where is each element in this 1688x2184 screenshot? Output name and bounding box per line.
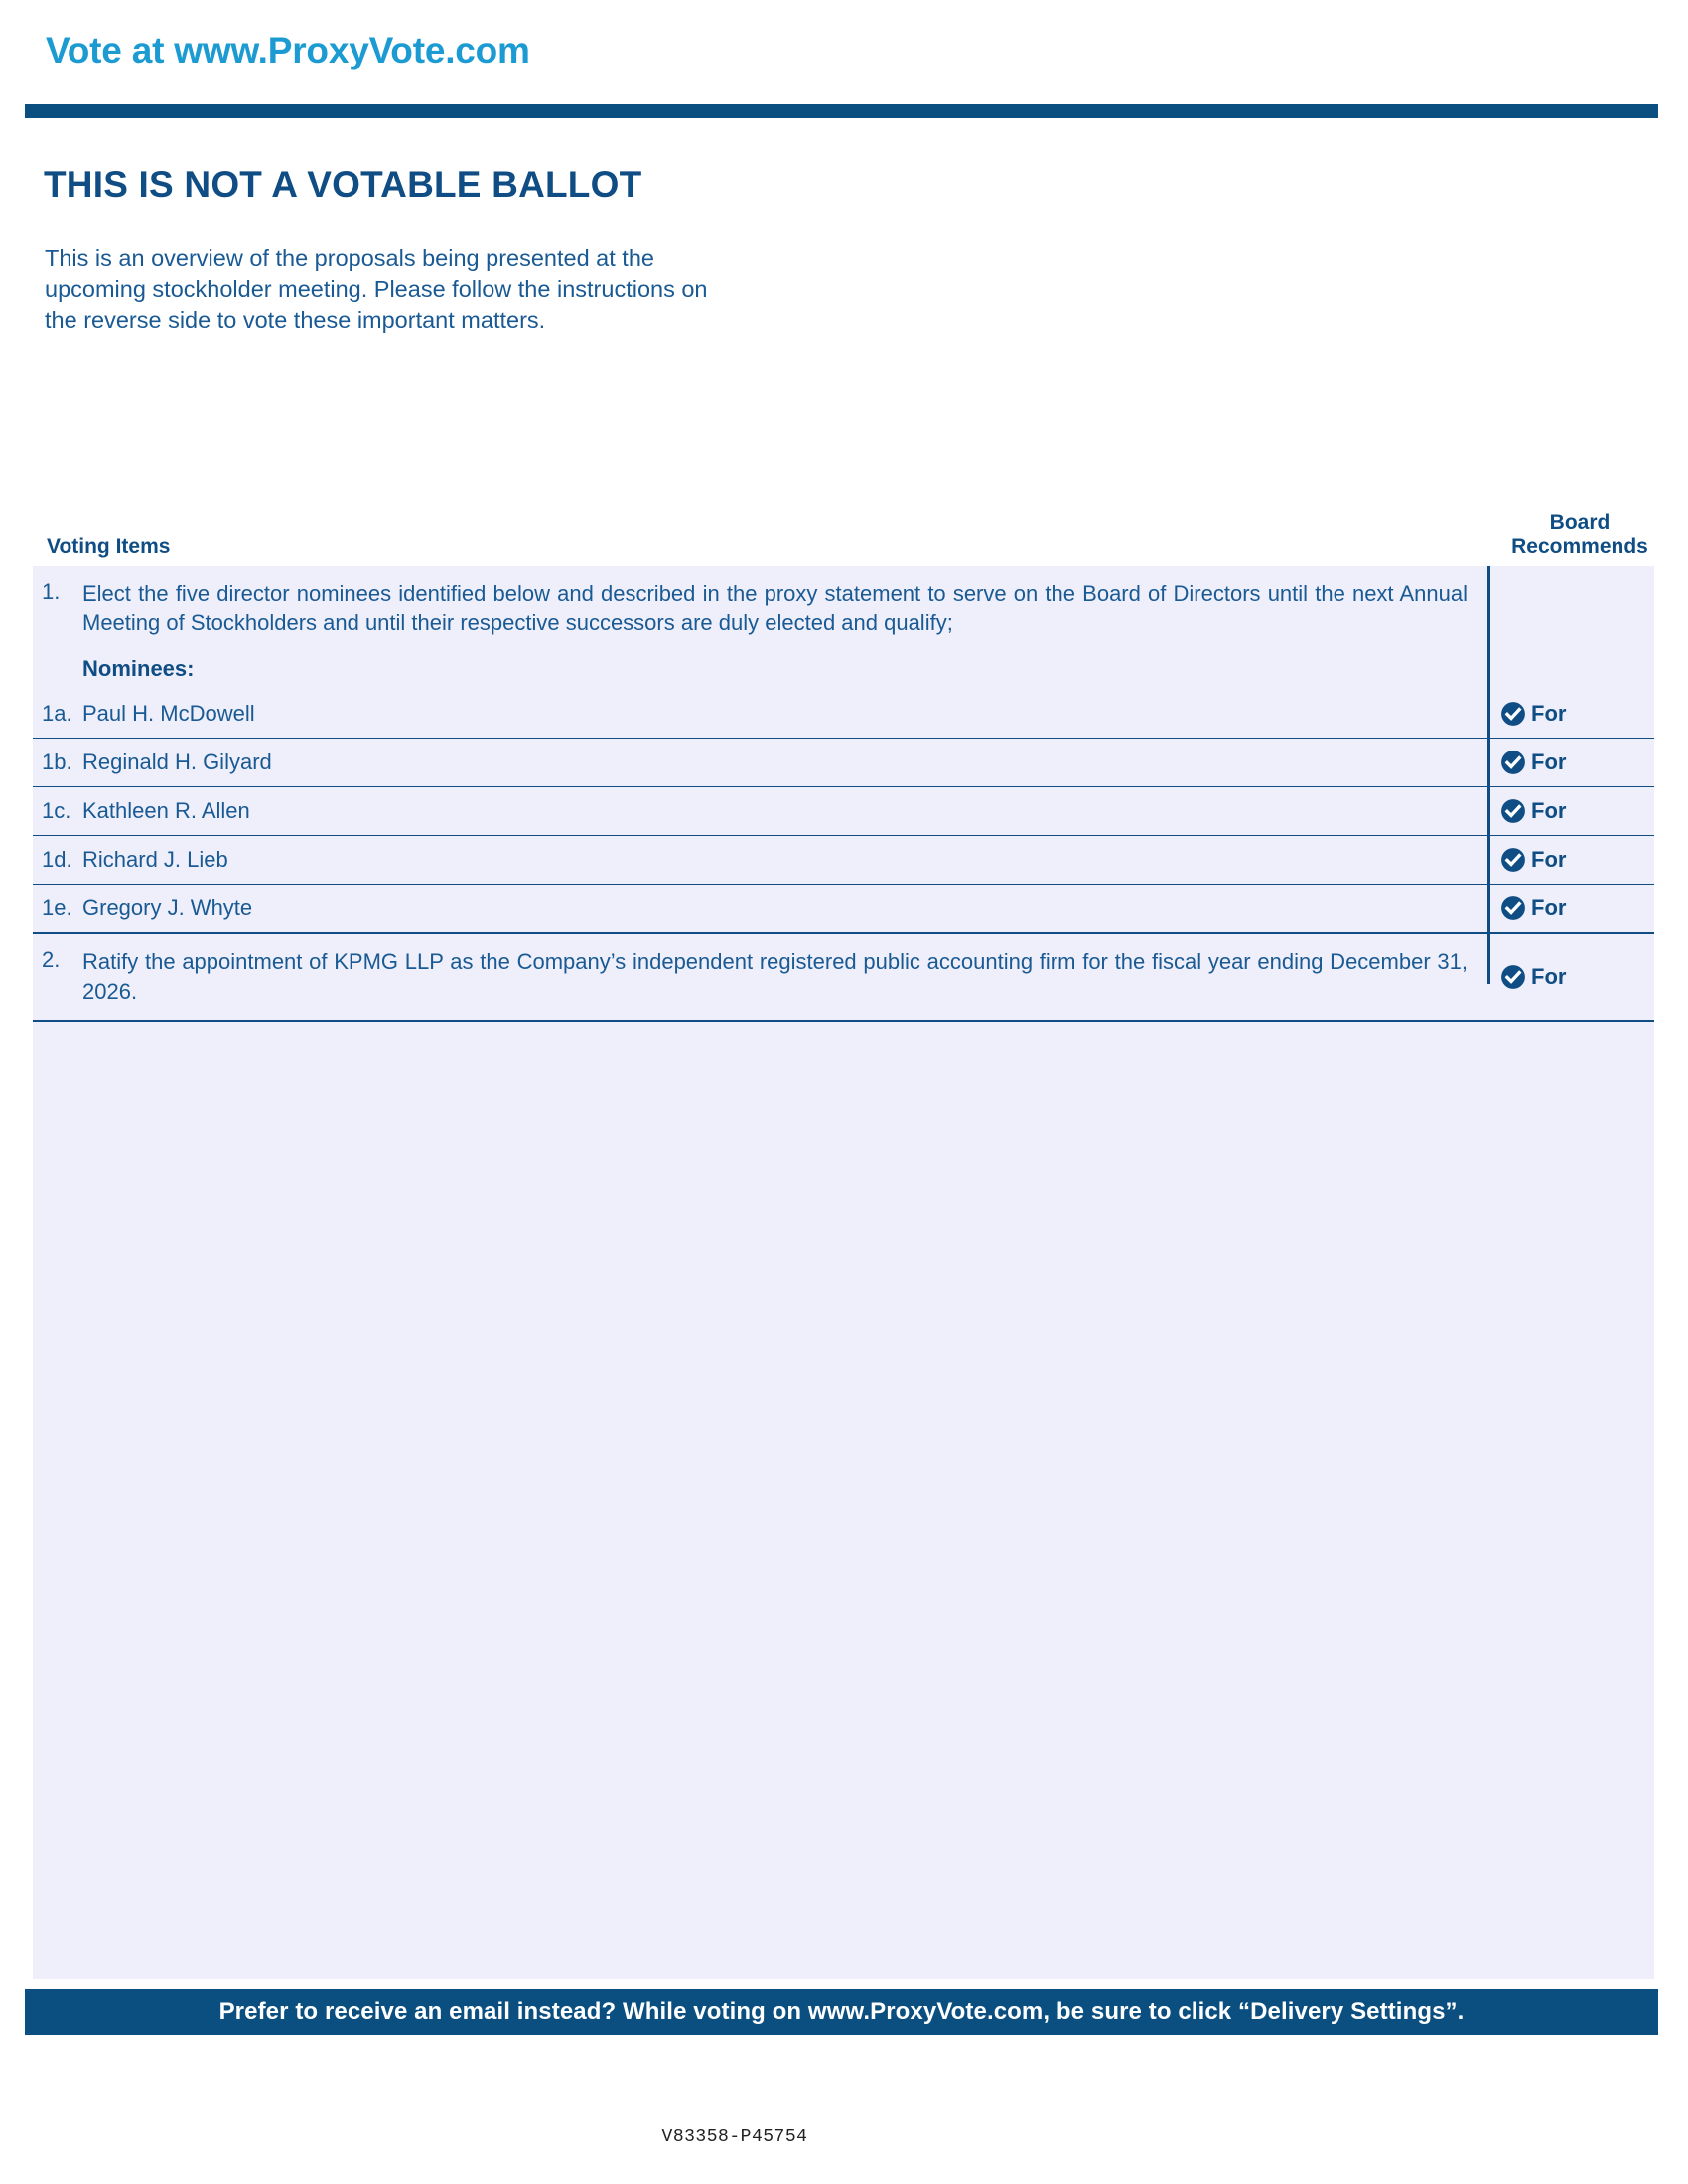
nominee-recommendation-label: For [1531,701,1567,726]
nominee-number: 1d. [42,847,72,872]
voting-items-table [33,566,1654,1022]
nominee-name: Kathleen R. Allen [82,798,250,823]
nominee-recommendation-cell [1487,798,1654,824]
board-recommends-column-header [1487,511,1672,559]
proposal-1-number: 1. [42,579,61,604]
nominee-recommendation-label: For [1531,895,1567,920]
board-recommends-line-2: Recommends [1511,535,1648,558]
table-row [33,739,1654,787]
voting-items-panel [33,566,1654,1979]
nominee-name: Paul H. McDowell [82,701,255,726]
nominees-label: Nominees: [82,656,195,681]
nominee-recommendation-cell [1487,847,1654,873]
proposal-2-recommendation-label: For [1531,964,1567,989]
nominee-number: 1a. [42,701,72,726]
nominee-number: 1e. [42,895,72,920]
nominee-recommendation-cell [1487,750,1654,775]
control-number: V83358-P45754 [661,2127,808,2147]
footer-message: Prefer to receive an email instead? While voting on www.ProxyVote.com, be sure to click “Delivery Settings”. [218,1998,1465,2025]
check-circle-icon [1500,964,1526,990]
proxyvote-url-heading: Vote at www.ProxyVote.com [46,30,530,70]
check-circle-icon [1500,895,1526,921]
nominee-number: 1c. [42,798,71,823]
check-circle-icon [1500,750,1526,775]
nominee-name: Richard J. Lieb [82,847,228,872]
table-row [33,885,1654,934]
proposal-2-recommendation-cell [1487,947,1654,1007]
intro-line-1: This is an overview of the proposals being presented at the [45,245,654,271]
nominee-recommendation-label: For [1531,798,1567,823]
board-recommends-line-1: Board [1549,511,1611,534]
check-circle-icon [1500,847,1526,873]
nominee-recommendation-cell [1487,895,1654,921]
nominee-recommendation-label: For [1531,847,1567,872]
intro-line-2: upcoming stockholder meeting. Please follow the instructions on [45,276,708,302]
proposal-1-text: Elect the five director nominees identified below and described in the proxy statement to serve on the Board of Directors until the next Annual Meeting of Stockholders and until their respective successors are duly elected and qualify; [82,581,1468,635]
voting-items-column-header: Voting Items [47,535,171,558]
proposal-2-text: Ratify the appointment of KPMG LLP as the Company’s independent registered public accounting firm for the fiscal year ending December 31, 2026. [82,949,1468,1004]
nominee-number: 1b. [42,750,72,774]
nominee-name: Reginald H. Gilyard [82,750,272,774]
nominee-recommendation-cell [1487,701,1654,727]
table-row [33,690,1654,739]
nominee-recommendation-label: For [1531,750,1567,774]
proposal-1-recommendation-cell [1487,579,1654,638]
table-row [33,787,1654,836]
table-row [33,836,1654,885]
nominee-name: Gregory J. Whyte [82,895,253,920]
delivery-settings-footer-banner [25,1989,1658,2035]
table-row-proposal-2 [33,934,1654,1022]
check-circle-icon [1500,798,1526,824]
intro-line-3: the reverse side to vote these important matters. [45,307,546,333]
proposal-2-number: 2. [42,947,61,972]
table-row-nominees-label [33,650,1654,690]
header-divider-rule [25,104,1658,118]
table-row-proposal-1 [33,566,1654,650]
intro-paragraph [45,243,859,336]
page-title: THIS IS NOT A VOTABLE BALLOT [44,164,642,205]
check-circle-icon [1500,701,1526,727]
